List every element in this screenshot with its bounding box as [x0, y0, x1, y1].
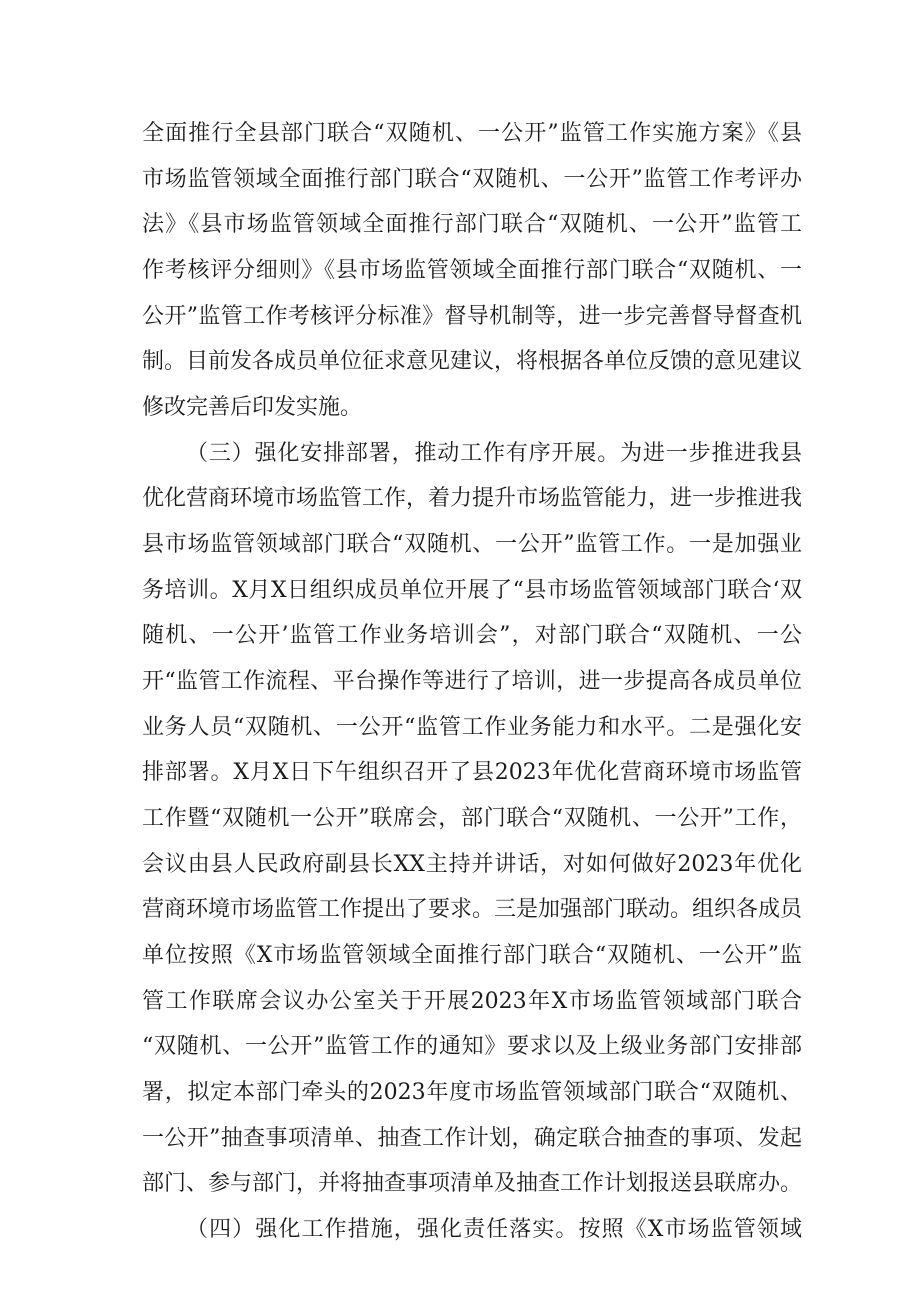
body-text-line: 单位按照《X市场监管领域全面推行部门联合“双随机、一公开”监: [142, 943, 802, 968]
body-text-line: 业务人员“双随机、一公开“监管工作业务能力和水平。二是强化安: [142, 715, 802, 740]
body-text-line: 优化营商环境市场监管工作，着力提升市场监管能力，进一步推进我: [142, 486, 802, 511]
body-text-line: 县市场监管领域部门联合“双随机、一公开”监管工作。一是加强业: [142, 532, 802, 557]
body-text-line: 会议由县人民政府副县长XX主持并讲话，对如何做好2023年优化: [142, 852, 802, 877]
body-text-line: 制。目前发各成员单位征求意见建议，将根据各单位反馈的意见建议: [142, 349, 802, 374]
body-text-line: 署，拟定本部门牵头的2023年度市场监管领域部门联合“双随机、: [142, 1080, 802, 1105]
body-text-line: 开“监管工作流程、平台操作等进行了培训，进一步提高各成员单位: [142, 669, 802, 694]
body-text-line: 管工作联席会议办公室关于开展2023年X市场监管领域部门联合: [142, 989, 802, 1014]
body-text-line: 营商环境市场监管工作提出了要求。三是加强部门联动。组织各成员: [142, 897, 802, 922]
body-text-line: 排部署。X月X日下午组织召开了县2023年优化营商环境市场监管: [142, 760, 802, 785]
body-text-line: 部门、参与部门，并将抽查事项清单及抽查工作计划报送县联席办。: [142, 1171, 802, 1196]
body-text-line: 法》《县市场监管领域全面推行部门联合“双随机、一公开”监管工: [142, 212, 802, 237]
body-text-line: 随机、一公开’监管工作业务培训会”，对部门联合“双随机、一公: [142, 623, 802, 648]
body-text-line: 工作暨“双随机一公开”联席会，部门联合“双随机、一公开”工作，: [142, 806, 802, 831]
section-heading-line: （三）强化安排部署，推动工作有序开展。为进一步推进我县: [186, 441, 802, 466]
body-text-line: 公开”监管工作考核评分标准》督导机制等，进一步完善督导督查机: [142, 304, 802, 329]
body-text-line: 修改完善后印发实施。: [142, 395, 363, 420]
body-text-line: 全面推行全县部门联合“双随机、一公开”监管工作实施方案》《县: [142, 121, 802, 146]
body-text-line: 一公开”抽查事项清单、抽查工作计划，确定联合抽查的事项、发起: [142, 1126, 802, 1151]
body-text-line: 市场监管领域全面推行部门联合“双随机、一公开”监管工作考评办: [142, 167, 802, 192]
section-heading-line: （四）强化工作措施，强化责任落实。按照《X市场监管领域: [186, 1217, 802, 1242]
body-text-line: 务培训。X月X日组织成员单位开展了“县市场监管领域部门联合‘双: [142, 578, 802, 603]
body-text-line: “双随机、一公开”监管工作的通知》要求以及上级业务部门安排部: [142, 1034, 802, 1059]
body-text-line: 作考核评分细则》《县市场监管领域全面推行部门联合“双随机、一: [142, 258, 802, 283]
